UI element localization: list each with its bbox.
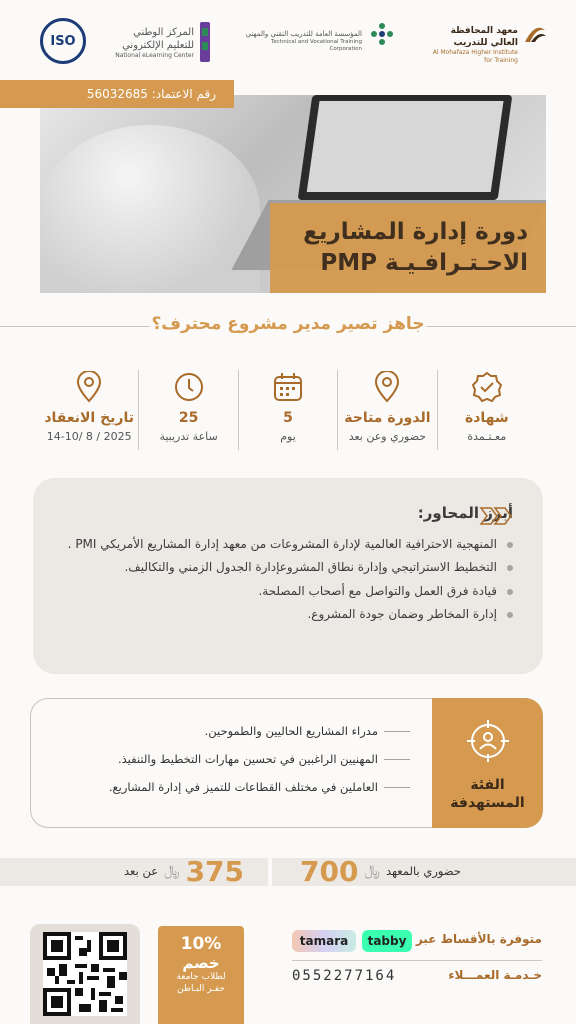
target-label-line1: الفئة [470,777,505,793]
inperson-price-label: حضوري بالمعهد [385,864,461,878]
list-item [50,778,410,806]
feature-desc: 2025 / 8 /14-10 [46,430,132,443]
iso-logo [40,18,86,64]
institute-logo [430,18,550,66]
course-title-box [270,203,546,293]
remote-price-label: عن بعد [124,864,159,878]
inperson-price-value: 700 [300,854,359,888]
feature-desc: حضوري وعن بعد [348,430,427,443]
feature-hours [138,370,237,450]
list-item: المنهجية الاحترافية العالمية لإدارة المشروعات من معهد إدارة المشاريع الأمريكي PMI . [63,536,513,553]
currency-icon: ﷼ [164,863,180,879]
tvtc-logo [240,18,398,66]
student-discount-badge [158,926,244,1024]
tabby-logo: tabby [362,930,412,952]
location-pin-icon [74,371,104,403]
header-logos [0,0,576,80]
target-item-text: المهنيين الراغبين في تحسين مهارات التخطيط والتنفيذ. [117,752,378,766]
topics-arrows-icon [479,502,519,530]
inperson-price [300,852,466,890]
target-item-text: العاملين في مختلف القطاعات للتميز في إدارة المشاريع. [108,780,378,794]
qr-code[interactable] [30,924,140,1024]
laptop-shape [298,95,513,200]
tvtc-emblem-icon [366,18,398,50]
target-person-icon [465,718,511,764]
pricing-bar [0,858,576,886]
feature-title: 5 [283,410,293,426]
currency-icon: ﷼ [364,863,380,879]
target-audience-label-box [432,698,543,828]
feature-desc: معـتـمدة [467,430,507,443]
remote-price [124,852,260,890]
clock-icon [173,371,205,403]
feature-title: تاريخ الانعقاد [44,410,135,426]
feature-title: الدورة متاحة [344,410,431,426]
list-item: قيادة فرق العمل والتواصل مع أصحاب المصلحة. [63,583,513,600]
tamara-logo: tamara [292,930,356,952]
qr-code-icon [43,932,127,1016]
course-title-line1: دورة إدارة المشاريع [303,219,528,245]
payment-divider [292,960,542,961]
feature-availability [337,370,436,450]
institute-emblem-icon [522,20,548,46]
key-topics-list [63,536,513,624]
nelc-name-en: National eLearning Center [115,52,194,59]
list-item [50,750,410,778]
feature-date [40,370,138,450]
person-shape [40,125,260,293]
iso-text: ISO [50,33,76,49]
installments-label: متوفرة بالأقساط عبر [415,932,542,946]
discount-note-line2: حفـر البـاطن [177,983,225,994]
calendar-icon [272,371,304,403]
list-item: إدارة المخاطر وضمان جودة المشروع. [63,606,513,623]
feature-certificate [437,370,536,450]
feature-title: شهادة [464,410,509,426]
customer-service-phone[interactable]: 0552277164 [292,968,397,984]
nelc-name-ar1: المركز الوطني [133,27,194,38]
subtitle: جاهز تصير مدير مشروع محترف؟ [150,314,426,340]
institute-name-en: Al Mohafaza Higher Institute for Training [432,49,518,65]
customer-service-row [292,968,542,984]
target-audience-list [50,722,410,806]
location-pin-icon [372,371,402,403]
key-topics-section [33,478,543,674]
discount-percent: 10% [180,934,222,954]
nelc-emblem-icon [198,22,212,62]
remote-price-value: 375 [185,854,245,888]
key-topics-heading: أبرز المحاور: [417,504,513,522]
list-item: التخطيط الاستراتيجي وإدارة نطاق المشروعإدارة الجدول الزمني والتكاليف. [63,559,513,576]
target-item-text: مدراء المشاريع الحاليين والطموحين. [204,724,378,738]
accreditation-text: رقم الاعتماد: 56032685 [86,87,216,101]
customer-service-label: خـدمـة العمـــلاء [448,968,542,982]
feature-title: 25 [178,410,199,426]
tvtc-name-ar: المؤسسة العامة للتدريب التقني والمهني [245,30,362,38]
list-item [50,722,410,750]
pricing-divider [268,858,272,886]
discount-label: خصم [182,954,220,972]
accreditation-banner [0,80,234,108]
badge-check-icon [471,371,503,403]
nelc-logo [112,18,212,66]
feature-desc: يوم [280,430,296,443]
target-label-line2: المستهدفة [450,795,525,812]
nelc-name-ar2: للتعليم الإلكتروني [122,40,194,51]
institute-name-ar: معهد المحافظة العالي للتدريب [450,26,518,48]
feature-desc: ساعة تدريبية [159,430,218,443]
features-row [40,370,536,450]
tvtc-name-en: Technical and Vocational Training Corporation [270,39,362,53]
feature-days [238,370,337,450]
course-title-line2: الاحـتـرافـيـة PMP [320,250,528,277]
discount-note-line1: لطلاب جامعة [176,972,226,982]
